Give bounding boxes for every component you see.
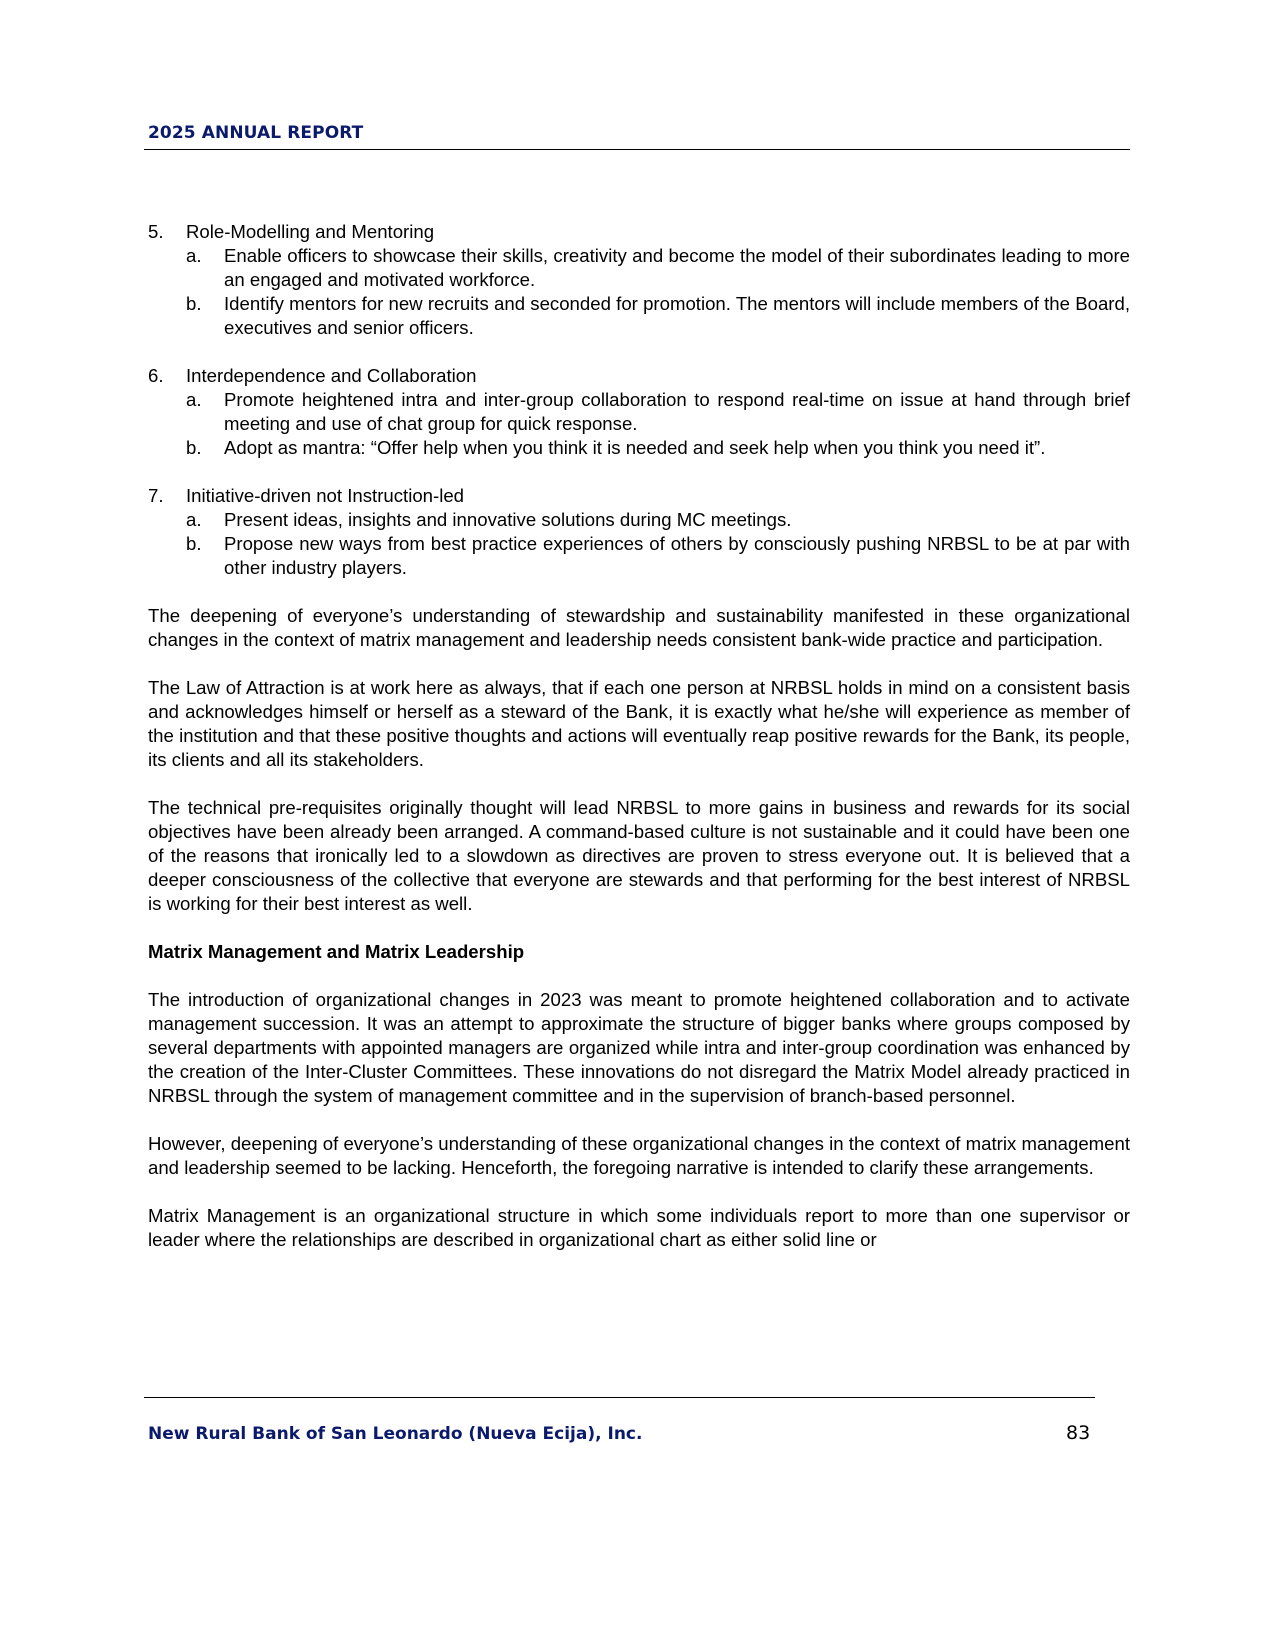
spacer — [148, 340, 1130, 364]
body-paragraph: However, deepening of everyone’s understanding of these organizational changes in the context of matrix management and leadership seemed to be lacking. Henceforth, the foregoing narrative is intended to clarify these arrangements. — [148, 1133, 1130, 1178]
section-heading: Matrix Management and Matrix Leadership — [148, 941, 525, 962]
report-title: 2025 ANNUAL REPORT — [148, 123, 364, 143]
sub-item — [186, 292, 1130, 340]
numbered-item-5 — [148, 220, 1130, 340]
item-number: 5. — [148, 221, 164, 242]
item-number: 6. — [148, 365, 164, 386]
sub-item-label: b. — [186, 533, 202, 554]
spacer — [148, 1108, 1130, 1132]
page-body — [148, 220, 1130, 1252]
sub-item-text: Enable officers to showcase their skills, creativity and become the model of their subordinates leading to more an engaged and motivated workforce. — [224, 245, 1130, 290]
sub-item-label: a. — [186, 389, 202, 410]
body-paragraph: The introduction of organizational changes in 2023 was meant to promote heightened collaboration and to activate management succession. It was an attempt to approximate the structure of bigger banks where groups composed by several departments with appointed managers are organized while intra and inter-group coordination was enhanced by the creation of the Inter-Cluster Committees. These innovations do not disregard the Matrix Model already practiced in NRBSL through the system of management committee and in the supervision of branch-based personnel. — [148, 989, 1130, 1106]
spacer — [148, 964, 1130, 988]
sub-list — [148, 388, 1130, 460]
spacer — [148, 580, 1130, 604]
spacer — [148, 1180, 1130, 1204]
item-title: Interdependence and Collaboration — [186, 365, 477, 386]
spacer — [148, 652, 1130, 676]
spacer — [148, 460, 1130, 484]
item-title: Initiative-driven not Instruction-led — [186, 485, 465, 506]
sub-list — [148, 508, 1130, 580]
sub-item — [186, 508, 1130, 532]
sub-item — [186, 532, 1130, 580]
spacer — [148, 772, 1130, 796]
header-divider — [144, 149, 1130, 150]
sub-item — [186, 436, 1130, 460]
sub-item-label: b. — [186, 293, 202, 314]
page-number: 83 — [1066, 1422, 1091, 1444]
sub-item-label: a. — [186, 245, 202, 266]
body-paragraph: The deepening of everyone’s understanding of stewardship and sustainability manifested in these organizational changes in the context of matrix management and leadership needs consistent bank-wide practice and participation. — [148, 605, 1130, 650]
sub-list — [148, 244, 1130, 340]
sub-item-text: Present ideas, insights and innovative solutions during MC meetings. — [224, 509, 792, 530]
body-paragraph: The Law of Attraction is at work here as always, that if each one person at NRBSL holds in mind on a consistent basis and acknowledges himself or herself as a steward of the Bank, it is exactly what he/she will experience as member of the institution and that these positive thoughts and actions will eventually reap positive rewards for the Bank, its people, its clients and all its stakeholders. — [148, 677, 1130, 770]
sub-item — [186, 388, 1130, 436]
footer-bank-name: New Rural Bank of San Leonardo (Nueva Ecija), Inc. — [148, 1424, 643, 1444]
footer-divider — [144, 1397, 1095, 1398]
sub-item — [186, 244, 1130, 292]
numbered-item-7 — [148, 484, 1130, 580]
body-paragraph: The technical pre-requisites originally thought will lead NRBSL to more gains in business and rewards for its social objectives have been already been arranged. A command-based culture is not sustainable and it could have been one of the reasons that ironically led to a slowdown as directives are proven to stress everyone out. It is believed that a deeper consciousness of the collective that everyone are stewards and that performing for the best interest of NRBSL is working for their best interest as well. — [148, 797, 1130, 914]
item-number: 7. — [148, 485, 164, 506]
sub-item-label: b. — [186, 437, 202, 458]
sub-item-text: Adopt as mantra: “Offer help when you think it is needed and seek help when you think you need it”. — [224, 437, 1046, 458]
item-title: Role-Modelling and Mentoring — [186, 221, 435, 242]
spacer — [148, 916, 1130, 940]
numbered-item-6 — [148, 364, 1130, 460]
sub-item-label: a. — [186, 509, 202, 530]
body-paragraph: Matrix Management is an organizational structure in which some individuals report to more than one supervisor or leader where the relationships are described in organizational chart as either solid line or — [148, 1205, 1130, 1250]
sub-item-text: Identify mentors for new recruits and seconded for promotion. The mentors will include members of the Board, executives and senior officers. — [224, 293, 1130, 338]
sub-item-text: Promote heightened intra and inter-group collaboration to respond real-time on issue at hand through brief meeting and use of chat group for quick response. — [224, 389, 1130, 434]
sub-item-text: Propose new ways from best practice experiences of others by consciously pushing NRBSL to be at par with other industry players. — [224, 533, 1130, 578]
